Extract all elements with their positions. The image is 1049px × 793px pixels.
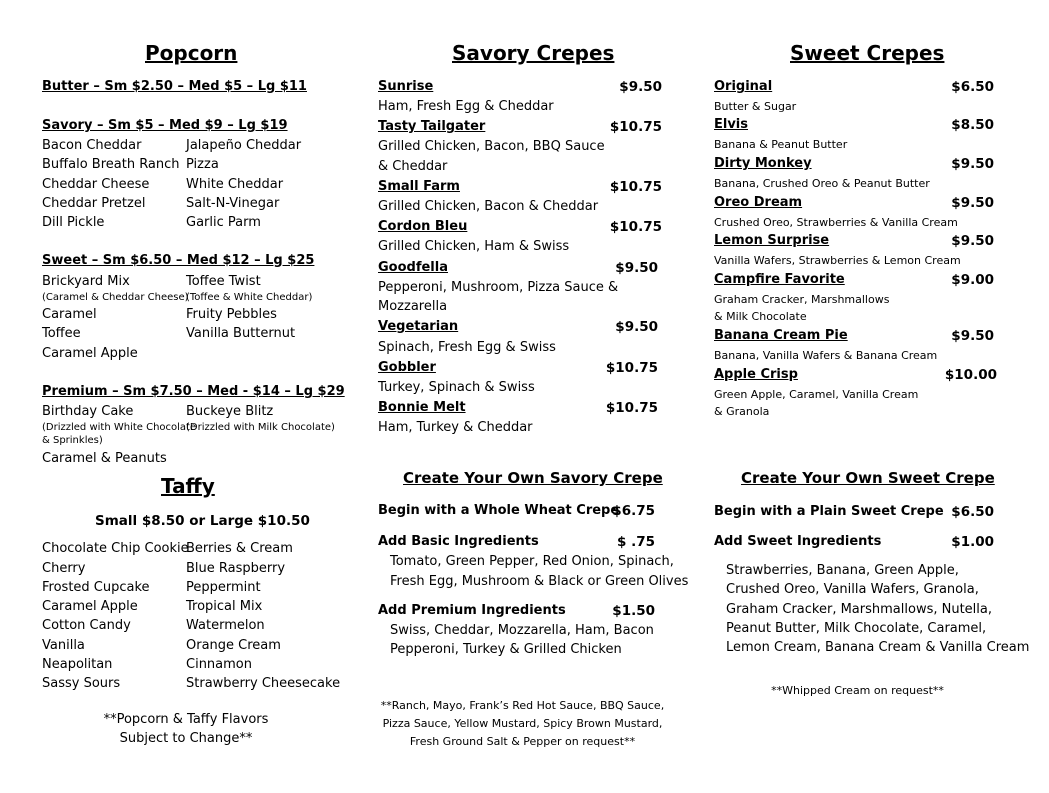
crepe-name: Campfire Favorite: [714, 272, 845, 287]
cyo-savory-premium-desc: Swiss, Cheddar, Mozzarella, Ham, Bacon: [390, 623, 654, 638]
taffy-flavor: Frosted Cupcake: [42, 580, 150, 595]
popcorn-savory-header: Savory – Sm $5 – Med $9 – Lg $19: [42, 118, 288, 133]
taffy-flavor: Strawberry Cheesecake: [186, 676, 341, 691]
crepe-price: $9.50: [615, 260, 658, 276]
crepe-price: $10.75: [609, 179, 662, 195]
crepe-name: Gobbler: [378, 360, 436, 375]
flavor-item: Buffalo Breath Ranch: [42, 157, 180, 172]
flavor-item: Cheddar Pretzel: [42, 196, 146, 211]
crepe-price: $9.50: [951, 156, 994, 172]
crepe-desc: Grilled Chicken, Bacon & Cheddar: [378, 199, 599, 214]
taffy-note: Subject to Change**: [119, 731, 253, 746]
crepe-desc: Banana, Crushed Oreo & Peanut Butter: [714, 177, 930, 190]
cyo-savory-base-price: $6.75: [612, 503, 655, 519]
taffy-title: Taffy: [161, 474, 215, 498]
cyo-sweet-note: **Whipped Cream on request**: [771, 684, 944, 697]
crepe-name: Vegetarian: [378, 319, 459, 334]
taffy-flavor: Tropical Mix: [186, 599, 263, 614]
cyo-savory-premium-price: $1.50: [612, 603, 655, 619]
cyo-savory-note: Fresh Ground Salt & Pepper on request**: [409, 735, 636, 748]
flavor-item: Dill Pickle: [42, 215, 105, 230]
taffy-flavor: Neapolitan: [42, 657, 113, 672]
crepe-desc: Grilled Chicken, Bacon, BBQ Sauce: [378, 139, 605, 154]
crepe-name: Lemon Surprise: [714, 233, 830, 248]
crepe-name: Original: [714, 79, 773, 94]
crepe-price: $10.75: [605, 360, 658, 376]
flavor-item: Brickyard Mix: [42, 274, 130, 289]
popcorn-sweet-header: Sweet – Sm $6.50 – Med $12 – Lg $25: [42, 253, 315, 268]
crepe-name: Tasty Tailgater: [378, 119, 486, 134]
crepe-desc: Spinach, Fresh Egg & Swiss: [378, 340, 556, 355]
cyo-sweet-add-label: Add Sweet Ingredients: [714, 534, 882, 549]
flavor-item: Caramel & Peanuts: [42, 451, 167, 466]
taffy-flavor: Cherry: [42, 561, 86, 576]
taffy-sizes: Small $8.50 or Large $10.50: [95, 513, 310, 529]
crepe-desc: Banana, Vanilla Wafers & Banana Cream: [714, 349, 938, 362]
crepe-name: Apple Crisp: [714, 367, 798, 382]
flavor-item: Cheddar Cheese: [42, 177, 150, 192]
taffy-flavor: Watermelon: [186, 618, 265, 633]
sweet-crepes-title: Sweet Crepes: [790, 41, 945, 65]
flavor-item: Bacon Cheddar: [42, 138, 142, 153]
taffy-flavor: Blue Raspberry: [186, 561, 286, 576]
crepe-desc: Turkey, Spinach & Swiss: [378, 380, 535, 395]
crepe-name: Sunrise: [378, 79, 434, 94]
flavor-note: (Toffee & White Cheddar): [186, 292, 313, 303]
flavor-item: Salt-N-Vinegar: [186, 196, 280, 211]
flavor-item: White Cheddar: [186, 177, 284, 192]
flavor-item: Vanilla Butternut: [186, 326, 296, 341]
crepe-desc: Vanilla Wafers, Strawberries & Lemon Cream: [714, 254, 961, 267]
cyo-sweet-add-desc: Strawberries, Banana, Green Apple,: [726, 563, 959, 578]
crepe-desc: Butter & Sugar: [714, 100, 797, 113]
crepe-price: $8.50: [951, 117, 994, 133]
cyo-savory-note: Pizza Sauce, Yellow Mustard, Spicy Brown Mustard,: [382, 717, 663, 730]
cyo-savory-title: Create Your Own Savory Crepe: [403, 469, 663, 487]
cyo-savory-basic-desc: Fresh Egg, Mushroom & Black or Green Olives: [390, 574, 689, 589]
taffy-note: **Popcorn & Taffy Flavors: [103, 712, 269, 727]
cyo-savory-premium-desc: Pepperoni, Turkey & Grilled Chicken: [390, 642, 622, 657]
flavor-item: Jalapeño Cheddar: [186, 138, 302, 153]
crepe-price: $9.50: [619, 79, 662, 95]
taffy-flavor: Caramel Apple: [42, 599, 138, 614]
cyo-sweet-add-price: $1.00: [951, 534, 994, 550]
flavor-note: & Sprinkles): [42, 435, 103, 446]
cyo-savory-basic-label: Add Basic Ingredients: [378, 534, 539, 549]
flavor-note: (Caramel & Cheddar Cheese): [42, 292, 189, 303]
taffy-flavor: Cinnamon: [186, 657, 252, 672]
flavor-item: Birthday Cake: [42, 404, 134, 419]
crepe-price: $9.50: [615, 319, 658, 335]
crepe-desc: & Cheddar: [378, 159, 448, 174]
crepe-desc: Crushed Oreo, Strawberries & Vanilla Cream: [714, 216, 958, 229]
flavor-item: Fruity Pebbles: [186, 307, 277, 322]
cyo-sweet-add-desc: Graham Cracker, Marshmallows, Nutella,: [726, 602, 992, 617]
crepe-desc: Ham, Turkey & Cheddar: [378, 420, 533, 435]
crepe-name: Oreo Dream: [714, 195, 803, 210]
cyo-sweet-base-label: Begin with a Plain Sweet Crepe: [714, 504, 944, 519]
crepe-name: Dirty Monkey: [714, 156, 812, 171]
crepe-desc: Mozzarella: [378, 299, 448, 314]
flavor-note: (Drizzled with Milk Chocolate): [186, 422, 335, 433]
flavor-item: Toffee Twist: [186, 274, 261, 289]
taffy-flavor: Berries & Cream: [186, 541, 293, 556]
taffy-flavor: Peppermint: [186, 580, 261, 595]
crepe-desc: Banana & Peanut Butter: [714, 138, 848, 151]
crepe-desc: & Granola: [714, 405, 770, 418]
crepe-desc: Pepperoni, Mushroom, Pizza Sauce &: [378, 280, 619, 295]
taffy-flavor: Vanilla: [42, 638, 85, 653]
flavor-item: Buckeye Blitz: [186, 404, 274, 419]
crepe-name: Elvis: [714, 117, 749, 132]
cyo-sweet-add-desc: Crushed Oreo, Vanilla Wafers, Granola,: [726, 582, 979, 597]
crepe-name: Goodfella: [378, 260, 448, 275]
taffy-flavor: Cotton Candy: [42, 618, 131, 633]
cyo-savory-premium-label: Add Premium Ingredients: [378, 603, 566, 618]
taffy-flavor: Orange Cream: [186, 638, 281, 653]
crepe-name: Banana Cream Pie: [714, 328, 848, 343]
crepe-price: $9.00: [951, 272, 994, 288]
crepe-desc: Graham Cracker, Marshmallows: [714, 293, 890, 306]
crepe-desc: & Milk Chocolate: [714, 310, 807, 323]
crepe-name: Cordon Bleu: [378, 219, 468, 234]
crepe-price: $9.50: [951, 233, 994, 249]
cyo-savory-base-label: Begin with a Whole Wheat Crepe: [378, 503, 620, 518]
crepe-price: $10.75: [609, 219, 662, 235]
crepe-desc: Grilled Chicken, Ham & Swiss: [378, 239, 570, 254]
flavor-item: Pizza: [186, 157, 219, 172]
crepe-name: Bonnie Melt: [378, 400, 466, 415]
cyo-savory-basic-desc: Tomato, Green Pepper, Red Onion, Spinach,: [390, 554, 674, 569]
popcorn-butter-prices: Butter – Sm $2.50 – Med $5 – Lg $11: [42, 79, 307, 94]
cyo-sweet-add-desc: Lemon Cream, Banana Cream & Vanilla Cream: [726, 640, 1030, 655]
cyo-savory-basic-price: $ .75: [616, 534, 655, 550]
crepe-desc: Ham, Fresh Egg & Cheddar: [378, 99, 554, 114]
crepe-price: $9.50: [951, 328, 994, 344]
taffy-flavor: Sassy Sours: [42, 676, 121, 691]
flavor-note: (Drizzled with White Chocolate: [42, 422, 197, 433]
popcorn-premium-header: Premium – Sm $7.50 – Med - $14 – Lg $29: [42, 384, 345, 399]
popcorn-title: Popcorn: [145, 41, 238, 65]
crepe-price: $6.50: [951, 79, 994, 95]
crepe-name: Small Farm: [378, 179, 460, 194]
crepe-desc: Green Apple, Caramel, Vanilla Cream: [714, 388, 919, 401]
cyo-savory-note: **Ranch, Mayo, Frank’s Red Hot Sauce, BBQ Sauce,: [380, 699, 665, 712]
cyo-sweet-base-price: $6.50: [951, 504, 994, 520]
crepe-price: $10.75: [609, 119, 662, 135]
cyo-sweet-add-desc: Peanut Butter, Milk Chocolate, Caramel,: [726, 621, 987, 636]
savory-crepes-title: Savory Crepes: [452, 41, 615, 65]
crepe-price: $9.50: [951, 195, 994, 211]
crepe-price: $10.75: [605, 400, 658, 416]
cyo-sweet-title: Create Your Own Sweet Crepe: [741, 469, 995, 487]
flavor-item: Caramel Apple: [42, 346, 138, 361]
flavor-item: Caramel: [42, 307, 97, 322]
flavor-item: Toffee: [42, 326, 81, 341]
flavor-item: Garlic Parm: [186, 215, 261, 230]
taffy-flavor: Chocolate Chip Cookie: [42, 541, 189, 556]
crepe-price: $10.00: [944, 367, 997, 383]
